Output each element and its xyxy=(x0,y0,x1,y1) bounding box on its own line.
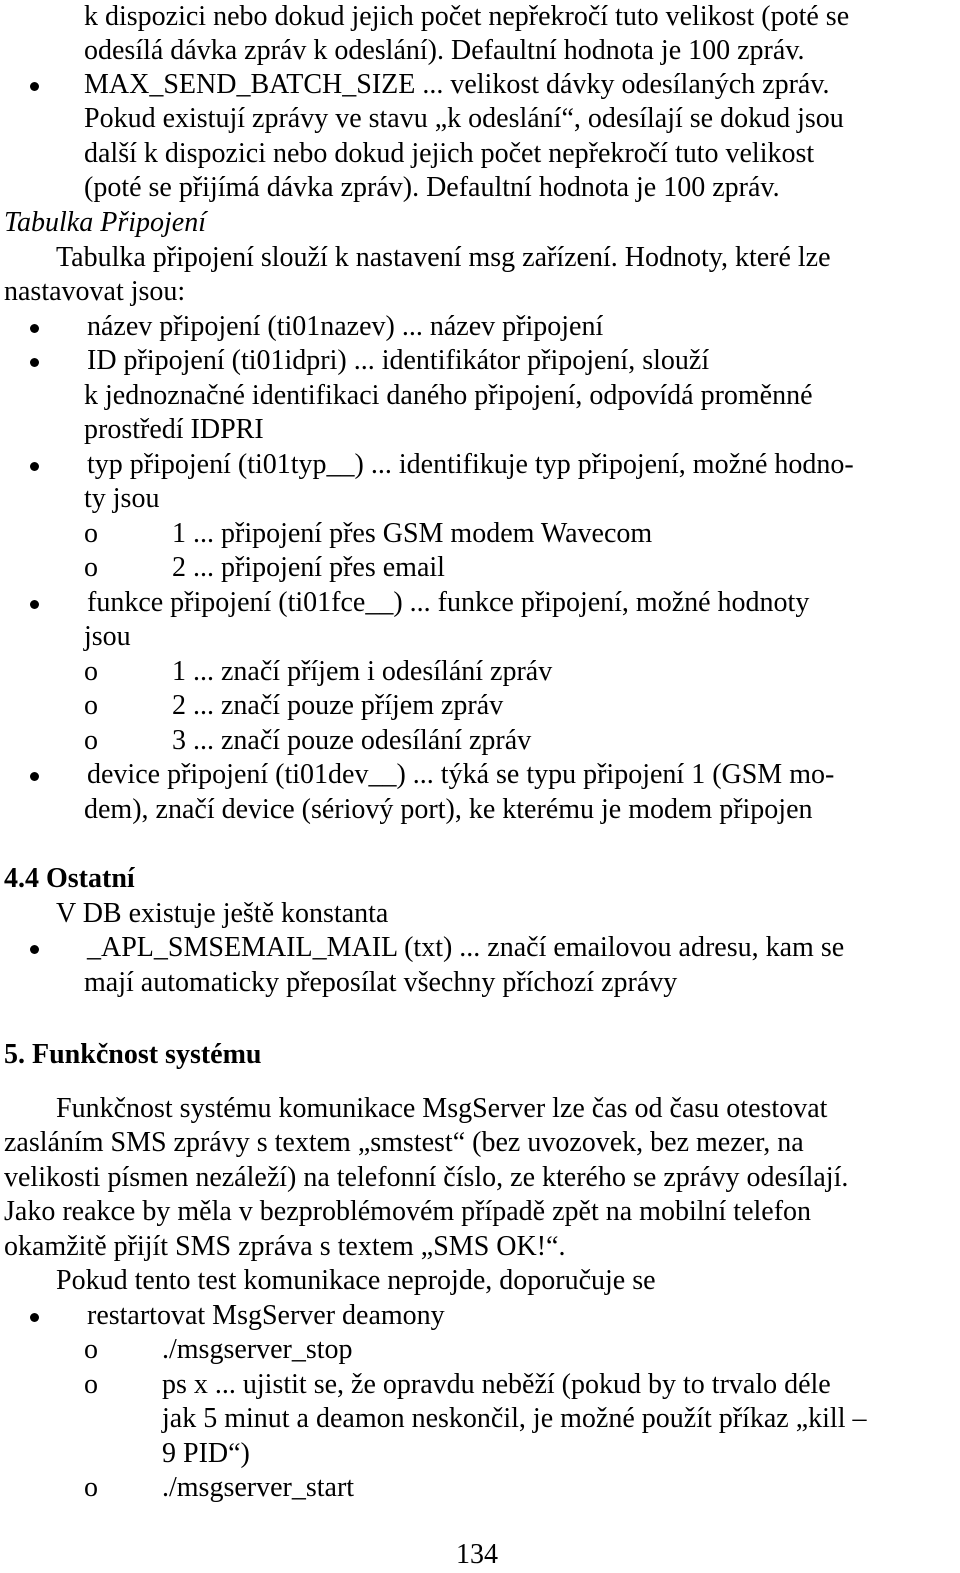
text-line-content: Pokud tento test komunikace neprojde, doporučuje se xyxy=(56,1265,656,1296)
text-line xyxy=(0,1437,960,1472)
sub-list-item xyxy=(0,551,960,586)
text-line xyxy=(0,966,960,1001)
text-line xyxy=(0,171,960,206)
sub-list-item xyxy=(0,655,960,690)
text-line xyxy=(0,413,960,448)
sub-bullet-marker: o xyxy=(84,656,98,687)
text-line-content: okamžitě přijít SMS zpráva s textem „SMS OK!“. xyxy=(4,1231,566,1262)
text-line-content: 9 PID“) xyxy=(162,1438,250,1469)
list-item xyxy=(0,68,960,103)
text-line xyxy=(0,34,960,69)
text-line-content: velikosti písmen nezáleží) na telefonní číslo, ze kterého se zprávy odesílají. xyxy=(4,1162,849,1193)
text-line xyxy=(0,0,960,35)
list-item-text: restartovat MsgServer deamony xyxy=(87,1300,445,1331)
sub-bullet-marker: o xyxy=(84,1472,98,1503)
sub-list-item-text: 1 ... značí příjem i odesílání zpráv xyxy=(172,656,553,687)
text-line xyxy=(0,1126,960,1161)
sub-bullet-marker: o xyxy=(84,518,98,549)
list-item-text: _APL_SMSEMAIL_MAIL (txt) ... značí emailovou adresu, kam se xyxy=(87,932,845,963)
sub-list-item xyxy=(0,1471,960,1506)
sub-list-item xyxy=(0,1368,960,1403)
text-line xyxy=(0,102,960,137)
text-line-content: k jednoznačné identifikaci daného připojení, odpovídá proměnné xyxy=(84,380,813,411)
text-line-content: zasláním SMS zprávy s textem „smstest“ (bez uvozovek, bez mezer, na xyxy=(4,1127,804,1158)
sub-list-item-text: ./msgserver_stop xyxy=(162,1334,353,1365)
text-line-content: odesílá dávka zpráv k odeslání). Defaultní hodnota je 100 zpráv. xyxy=(84,35,805,66)
bullet-icon xyxy=(30,462,39,471)
text-line-content: (poté se přijímá dávka zpráv). Defaultní hodnota je 100 zpráv. xyxy=(84,172,780,203)
text-line-content: další k dispozici nebo dokud jejich počet nepřekročí tuto velikost xyxy=(84,138,815,169)
page-number: 134 xyxy=(456,1539,498,1570)
sub-list-item-text: 2 ... značí pouze příjem zpráv xyxy=(172,690,504,721)
sub-bullet-marker: o xyxy=(84,1334,98,1365)
sub-list-item-text: 2 ... připojení přes email xyxy=(172,552,445,583)
section-heading xyxy=(0,206,960,241)
list-item xyxy=(0,758,960,793)
text-line xyxy=(0,1264,960,1299)
bullet-icon xyxy=(30,358,39,367)
list-item-text: typ připojení (ti01typ__) ... identifikuje typ připojení, možné hodno- xyxy=(87,449,854,480)
text-line-content: dem), značí device (sériový port), ke kterému je modem připojen xyxy=(84,794,813,825)
list-item-text: ID připojení (ti01idpri) ... identifikátor připojení, slouží xyxy=(87,345,710,376)
text-line-content: mají automaticky přeposílat všechny příchozí zprávy xyxy=(84,967,678,998)
list-item xyxy=(0,310,960,345)
text-line-content: nastavovat jsou: xyxy=(4,276,186,307)
section-heading xyxy=(0,1038,960,1073)
bullet-icon xyxy=(30,1313,39,1322)
section-heading xyxy=(0,862,960,897)
bullet-icon xyxy=(30,324,39,333)
sub-list-item-text: 3 ... značí pouze odesílání zpráv xyxy=(172,725,532,756)
list-item xyxy=(0,1299,960,1334)
text-line-content: V DB existuje ještě konstanta xyxy=(56,898,389,929)
text-line-content: prostředí IDPRI xyxy=(84,414,264,445)
text-line xyxy=(0,1230,960,1265)
text-line-content: Funkčnost systému komunikace MsgServer lze čas od času otestovat xyxy=(56,1093,828,1124)
sub-list-item-text: 1 ... připojení přes GSM modem Wavecom xyxy=(172,518,653,549)
text-line xyxy=(0,1402,960,1437)
list-item-text: device připojení (ti01dev__) ... týká se typu připojení 1 (GSM mo- xyxy=(87,759,835,790)
text-line xyxy=(0,379,960,414)
text-line-content: Pokud existují zprávy ve stavu „k odeslání“, odesílají se dokud jsou xyxy=(84,103,844,134)
text-line-content: ty jsou xyxy=(84,483,160,514)
sub-bullet-marker: o xyxy=(84,552,98,583)
list-item xyxy=(0,931,960,966)
text-line xyxy=(0,793,960,828)
sub-bullet-marker: o xyxy=(84,725,98,756)
text-line xyxy=(0,137,960,172)
text-line xyxy=(0,1161,960,1196)
list-item xyxy=(0,344,960,379)
text-line xyxy=(0,620,960,655)
text-line xyxy=(0,241,960,276)
list-item xyxy=(0,586,960,621)
list-item xyxy=(0,448,960,483)
text-line xyxy=(0,1092,960,1127)
list-item-text: funkce připojení (ti01fce__) ... funkce připojení, možné hodnoty xyxy=(87,587,810,618)
bullet-icon xyxy=(30,945,39,954)
text-line xyxy=(0,897,960,932)
section-heading-text: 4.4 Ostatní xyxy=(4,863,135,894)
sub-list-item-text: ./msgserver_start xyxy=(162,1472,355,1503)
text-line xyxy=(0,482,960,517)
sub-bullet-marker: o xyxy=(84,690,98,721)
text-line-content: jak 5 minut a deamon neskončil, je možné použít příkaz „kill – xyxy=(162,1403,867,1434)
text-line xyxy=(0,275,960,310)
list-item-text: název připojení (ti01nazev) ... název připojení xyxy=(87,311,604,342)
text-line xyxy=(0,1195,960,1230)
text-line-content: Jako reakce by měla v bezproblémovém případě zpět na mobilní telefon xyxy=(4,1196,812,1227)
bullet-icon xyxy=(30,600,39,609)
sub-list-item xyxy=(0,689,960,724)
sub-list-item xyxy=(0,517,960,552)
bullet-icon xyxy=(30,82,39,91)
text-line-content: Tabulka připojení slouží k nastavení msg zařízení. Hodnoty, které lze xyxy=(56,242,831,273)
text-line-content: k dispozici nebo dokud jejich počet nepřekročí tuto velikost (poté se xyxy=(84,1,850,32)
sub-list-item xyxy=(0,1333,960,1368)
list-item-text: MAX_SEND_BATCH_SIZE ... velikost dávky odesílaných zpráv. xyxy=(84,69,830,100)
bullet-icon xyxy=(30,772,39,781)
sub-list-item xyxy=(0,724,960,759)
section-heading-text: 5. Funkčnost systému xyxy=(4,1039,262,1070)
sub-bullet-marker: o xyxy=(84,1369,98,1400)
sub-list-item-text: ps x ... ujistit se, že opravdu neběží (pokud by to trvalo déle xyxy=(162,1369,831,1400)
text-line-content: jsou xyxy=(84,621,131,652)
section-heading-text: Tabulka Připojení xyxy=(4,207,206,238)
